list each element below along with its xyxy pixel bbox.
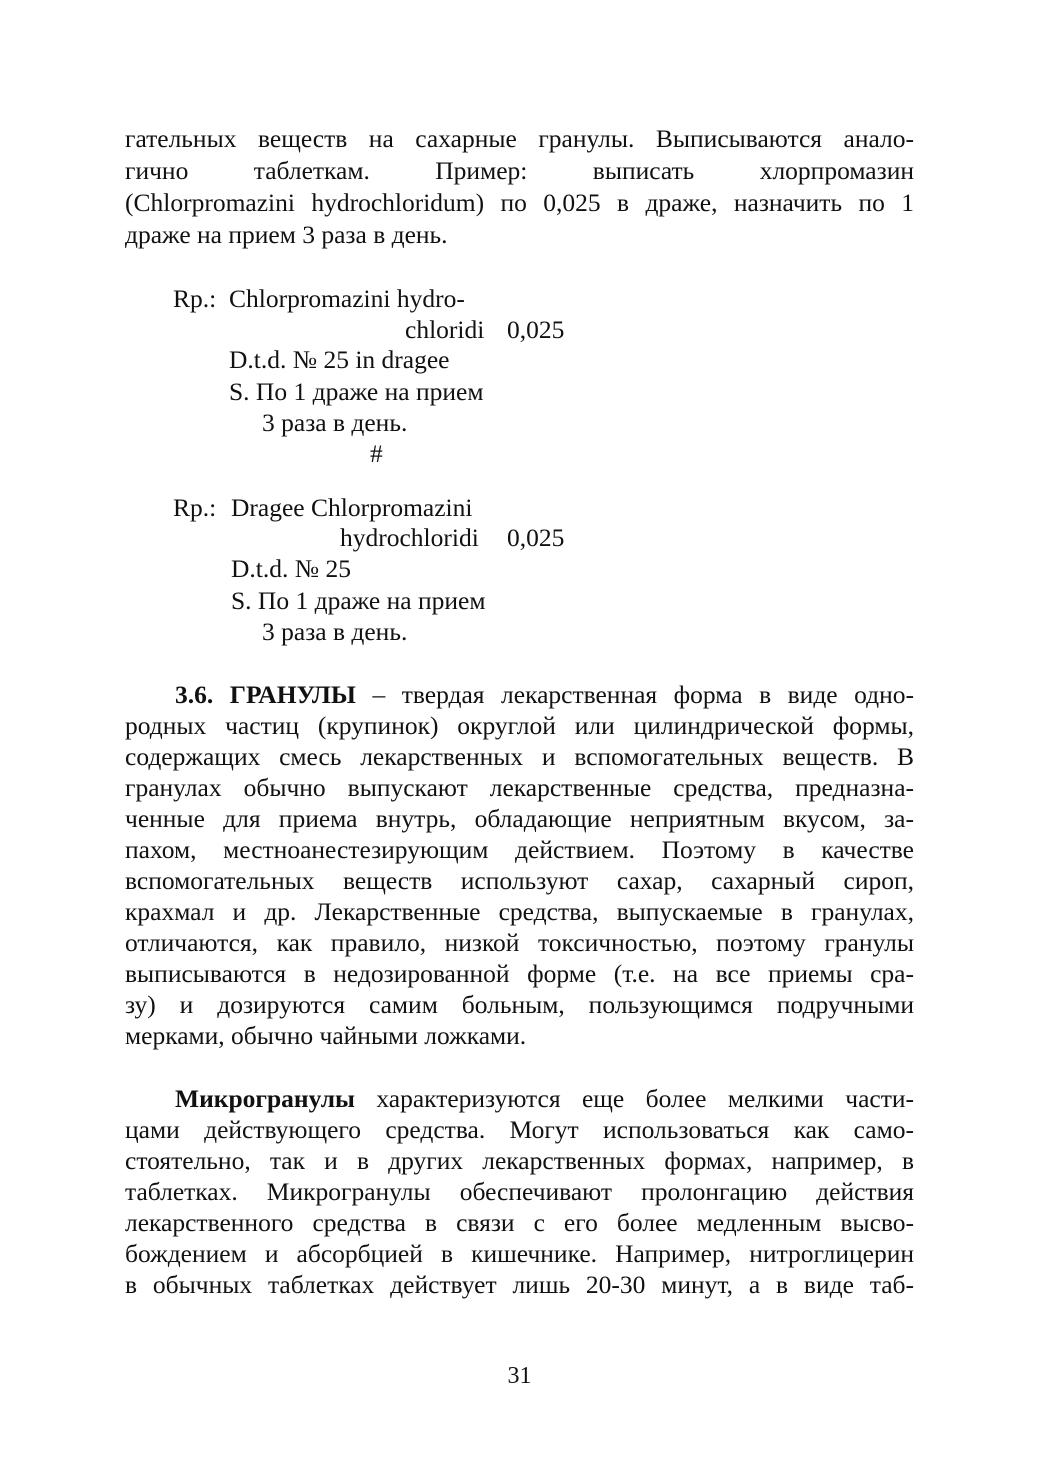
granules-line-3: содержащих смесь лекарственных и вспомогательных веществ. В [125, 742, 914, 771]
recipe1-signa-line2: 3 раза в день. [262, 408, 408, 437]
intro-line-4: драже на прием 3 раза в день. [125, 220, 448, 249]
micro-line-2: цами действующего средства. Могут использоваться как само- [125, 1115, 914, 1144]
page-number: 31 [507, 1363, 532, 1389]
intro-line-3: (Chlorpromazini hydrochloridum) по 0,025 в драже, назначить по 1 [125, 188, 914, 217]
recipe2-name-line1: Dragee Chlorpromazini [231, 493, 473, 522]
granules-first-line [175, 679, 914, 710]
granules-line-9: отличаются, как правило, низкой токсичностью, поэтому гранулы [125, 928, 914, 957]
granules-line-4: гранулах обычно выпускают лекарственные средства, предназна- [125, 773, 914, 802]
granules-line-5: ченные для приема внутрь, обладающие неприятным вкусом, за- [125, 804, 914, 833]
micro-first-line [175, 1083, 914, 1114]
granules-line-12: мерками, обычно чайными ложками. [125, 1021, 527, 1050]
recipe2-dose: 0,025 [507, 523, 565, 552]
recipe2-signa-line1: S. По 1 драже на прием [231, 586, 486, 615]
intro-line-2: гично таблеткам. Пример: выписать хлорпромазин [125, 156, 914, 185]
micro-heading: Микрогранулы [175, 1084, 355, 1113]
granules-line-6: пахом, местноанестезирующим действием. Поэтому в качестве [125, 835, 914, 864]
recipe1-signa-line1: S. По 1 драже на прием [229, 377, 484, 406]
recipe2-rp: Rp.: [173, 493, 217, 522]
granules-line-2: родных частиц (крупинок) округлой или цилиндрической формы, [125, 711, 914, 740]
recipe2-name-line2: hydrochloridi [340, 523, 479, 552]
micro-line-3: стоятельно, так и в других лекарственных формах, например, в [125, 1146, 914, 1175]
recipe1-name-line1: Chlorpromazini hydro- [229, 284, 465, 313]
micro-line-7: в обычных таблетках действует лишь 20-30 минут, а в виде таб- [125, 1270, 914, 1299]
recipe-separator: # [370, 439, 383, 468]
recipe2-signa-line2: 3 раза в день. [262, 617, 408, 646]
recipe1-dtd: D.t.d. № 25 in dragee [229, 345, 450, 374]
granules-line-7: вспомогательных веществ используют сахар, сахарный сироп, [125, 866, 914, 895]
micro-first-line-rest: характеризуются еще более мелкими части- [354, 1084, 914, 1113]
granules-first-line-rest: – твердая лекарственная форма в виде одно- [355, 680, 914, 709]
granules-line-11: зу) и дозируются самим больным, пользующимся подручными [125, 990, 914, 1019]
intro-line-1: гательных веществ на сахарные гранулы. Выписываются анало- [125, 124, 914, 153]
micro-line-4: таблетках. Микрогранулы обеспечивают пролонгацию действия [125, 1177, 914, 1206]
granules-heading: 3.6. ГРАНУЛЫ [175, 680, 356, 709]
granules-line-10: выписываются в недозированной форме (т.е. на все приемы сра- [125, 959, 914, 988]
recipe1-rp: Rp.: [173, 284, 217, 313]
recipe1-name-line2: chloridi [405, 315, 485, 344]
micro-line-5: лекарственного средства в связи с его более медленным высво- [125, 1208, 914, 1237]
recipe1-dose: 0,025 [507, 315, 565, 344]
recipe2-dtd: D.t.d. № 25 [231, 554, 351, 583]
granules-line-8: крахмал и др. Лекарственные средства, выпускаемые в гранулах, [125, 897, 914, 926]
micro-line-6: бождением и абсорбцией в кишечнике. Например, нитроглицерин [125, 1239, 914, 1268]
